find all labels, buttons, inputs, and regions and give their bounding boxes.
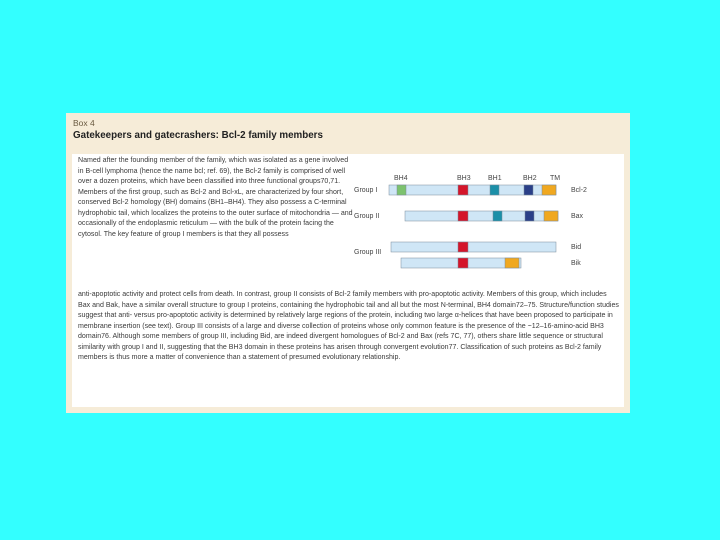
protein-label-bax: Bax [571,213,584,220]
group-label-2: Group II [354,213,380,220]
group-label-1: Group I [354,187,378,194]
box-body [72,154,624,407]
bax-bh3 [458,211,468,221]
protein-label-bid: Bid [571,244,582,251]
bik-bh3 [458,258,468,268]
bcl2-tm [542,185,556,195]
bax-bh1 [493,211,502,221]
bid-bh3 [458,242,468,252]
protein-label-bcl2: Bcl-2 [571,187,587,194]
domain-label-bh2: BH2 [523,175,537,182]
domain-label-tm: TM [550,175,561,182]
box-4-panel [66,113,630,413]
bcl2-bh3 [458,185,468,195]
bcl2-bh1 [490,185,499,195]
bax-bh2 [525,211,534,221]
bcl2-bh4 [397,185,406,195]
intro-paragraph [78,156,354,240]
box-label: Box 4 [73,118,95,128]
bcl2-domain-diagram [354,154,622,282]
protein-label-bik: Bik [571,260,581,267]
bid-bar [391,242,556,252]
bax-tm [544,211,558,221]
box-title: Gatekeepers and gatecrashers: Bcl-2 family members [73,130,323,141]
main-text: anti-apoptotic activity and protect cells from death. In contrast, group II consists of Bcl-2 family members with pro-apoptotic activity. Members of this group, which includes Bax and Bak, have a similar overall structure to group I proteins, containing the hydrophobic tail and all but the most N-terminal, BH4 domain72–75. Structure/function studies suggest that anti- versus pro-apoptotic activity is determined by relatively large regions of the protein, including two large α-helices that have been proposed to participate in membrane insertion (see text). Group III consists of a large and diverse collection of proteins whose only common feature is the presence of the ~12–16-amino-acid BH3 domain76. Although some members of group III, including Bid, are indeed divergent homologues of Bcl-2 and Bax (refs 7C, 77), others share little sequence or structural similarity with group I and II, suggesting that the BH3 domain in these proteins has arisen through convergent evolution77. Classification of such proteins as Bcl-2 family members is thus more a matter of convenience than a statement of presumed evolutionary relationship. [78,291,619,361]
domain-label-bh4: BH4 [394,175,408,182]
group-label-3: Group III [354,249,382,256]
domain-label-bh3: BH3 [457,175,471,182]
bik-tm [505,258,519,268]
intro-text: Named after the founding member of the family, which was isolated as a gene involved in B-cell lymphoma (hence the name bcl; ref. 69), the Bcl-2 family is comprised of well over a dozen proteins, which have been classified into three functional groups70,71. Members of the first group, such as Bcl-2 and Bcl-xL, are characterized by four short, conserved Bcl-2 homology (BH) domains (BH1–BH4). They also possess a C-terminal hydrophobic tail, which localizes the proteins to the outer surface of mitochondria — and occasionally of the endoplasmic reticulum — with the bulk of the protein facing the cytosol. The key feature of group I members is that they all possess [78,157,353,238]
main-paragraph [78,290,620,364]
domain-label-bh1: BH1 [488,175,502,182]
bax-bar [405,211,558,221]
bcl2-bh2 [524,185,533,195]
